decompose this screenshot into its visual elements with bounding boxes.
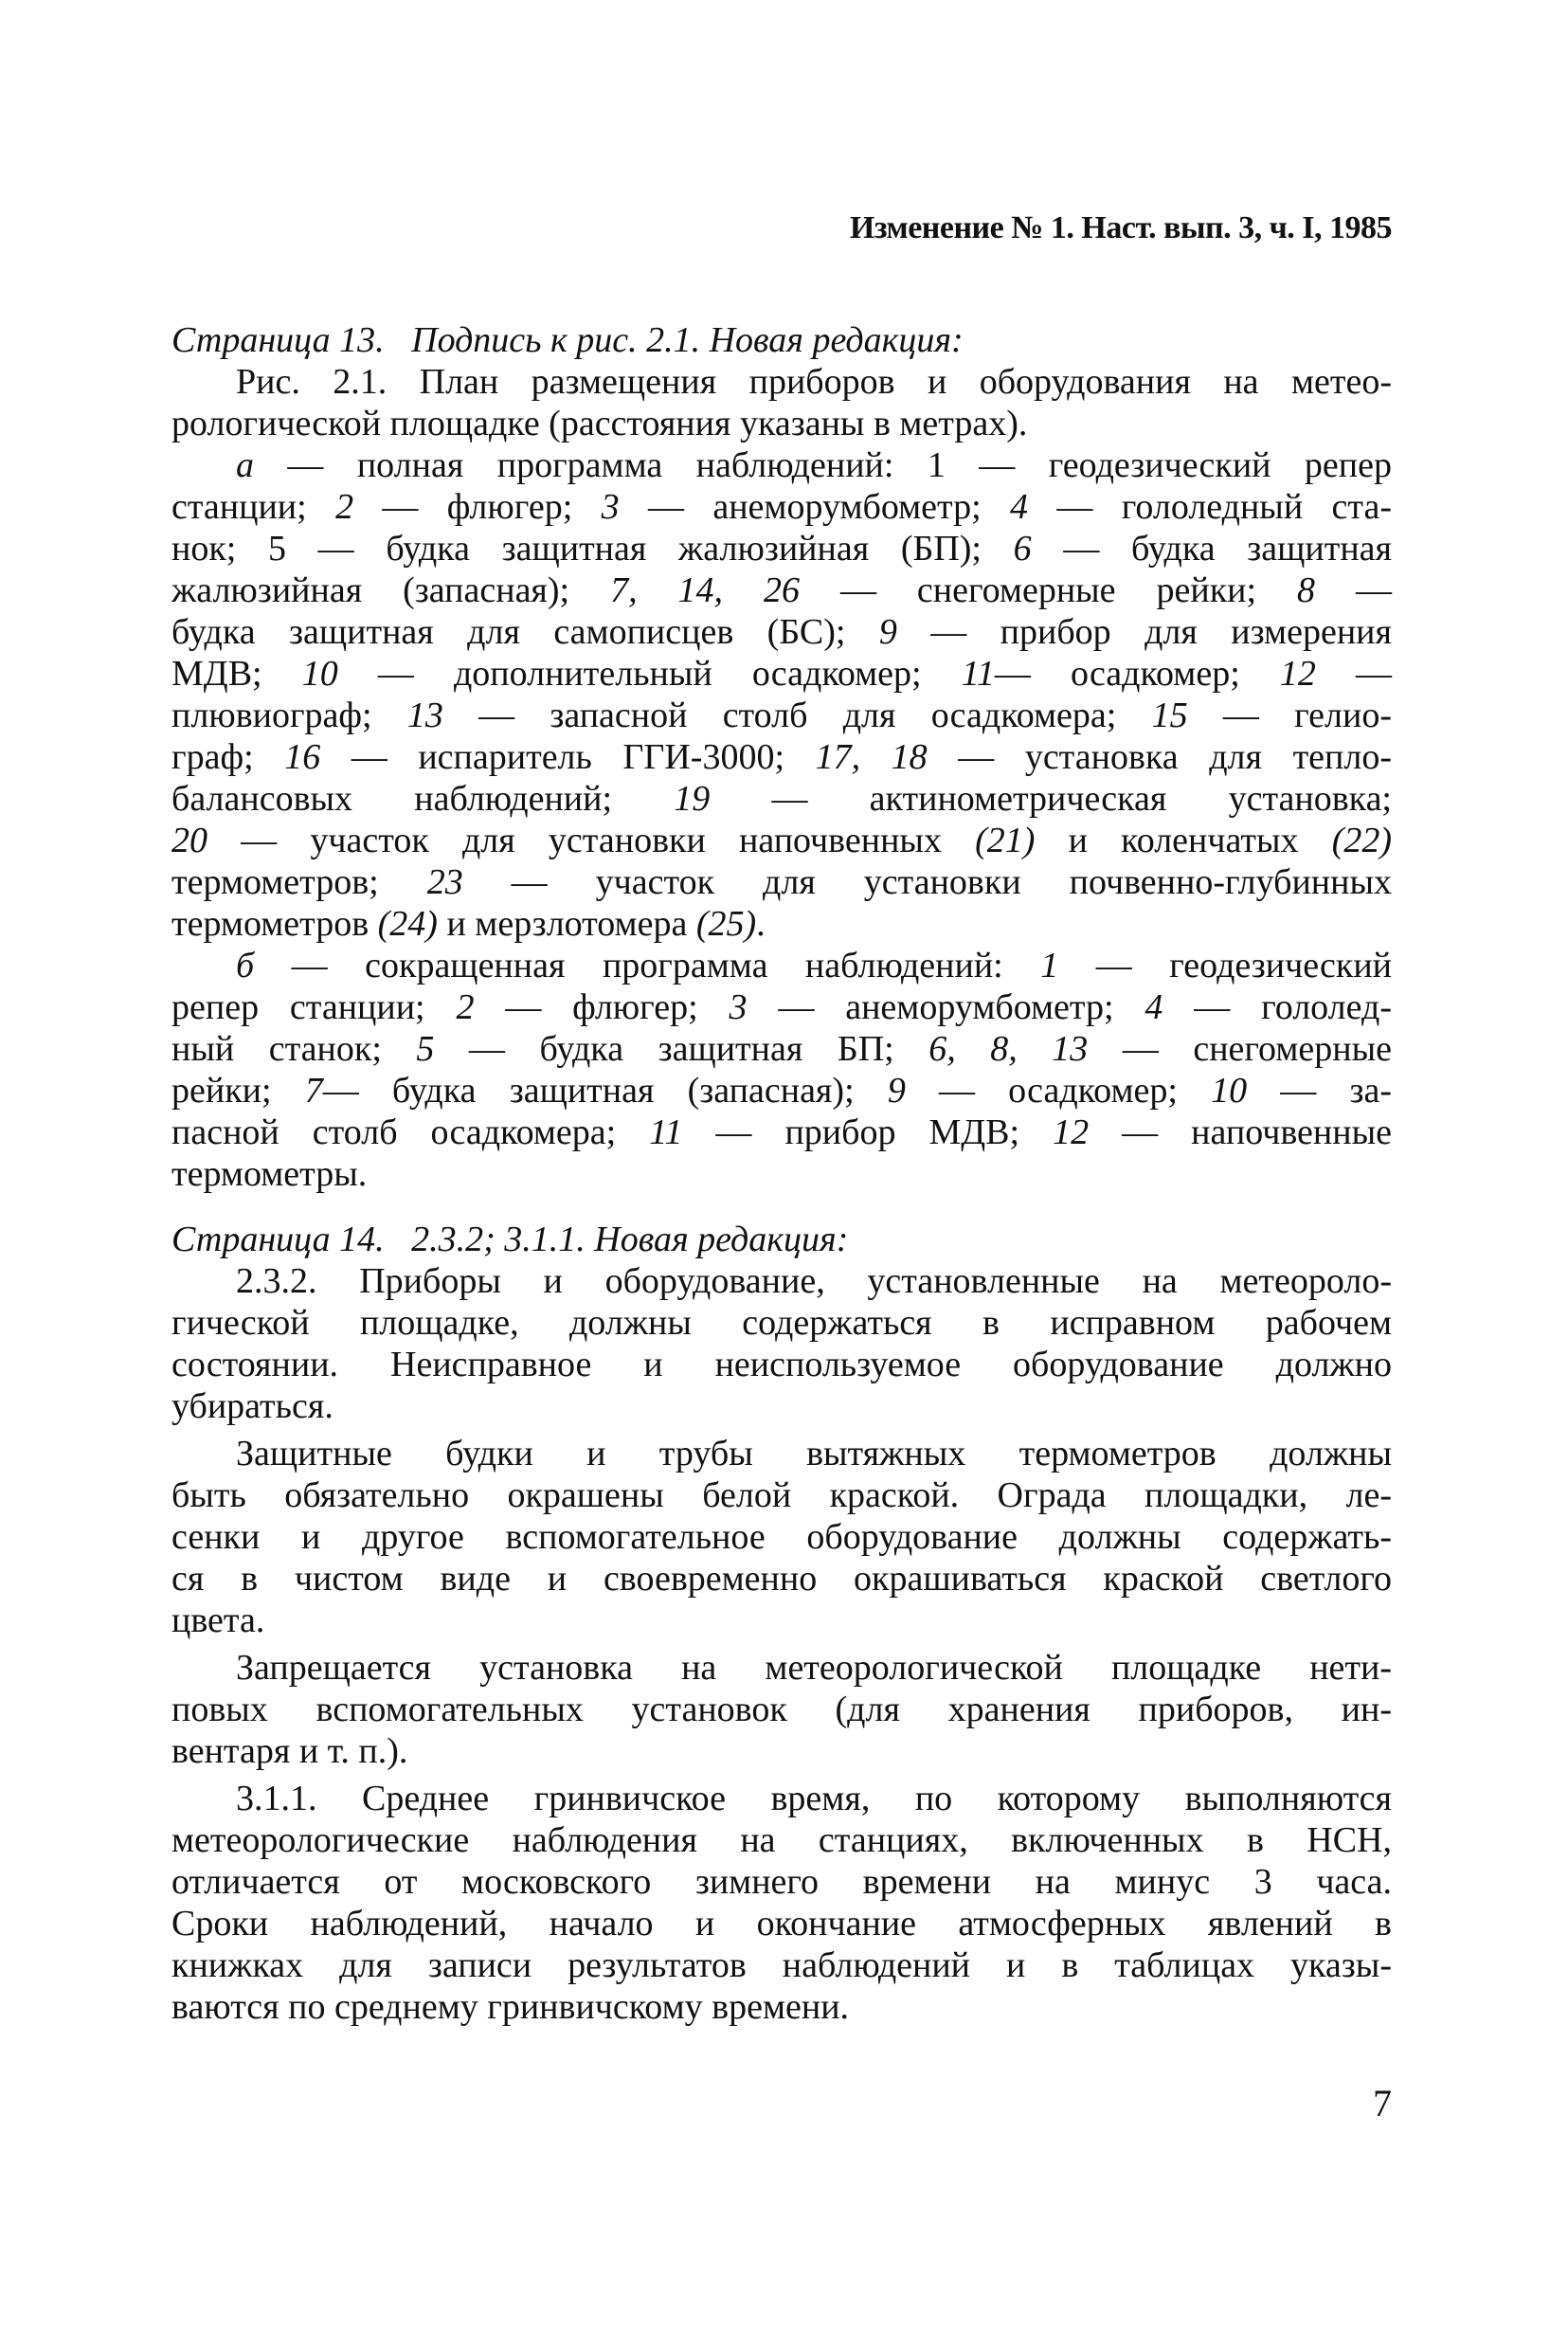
italic-reference: 5 (416, 1029, 435, 1069)
italic-reference: 1 (1040, 946, 1059, 985)
italic-reference: 12 (1279, 654, 1316, 694)
text-line (171, 1302, 1392, 1344)
text-line (171, 1903, 1392, 1944)
text-segment: — анеморумбометр; (619, 487, 1011, 527)
text-segment: термометры. (171, 1154, 368, 1194)
text-line (171, 403, 1392, 444)
text-line (171, 1028, 1392, 1070)
paragraph (171, 1647, 1392, 1772)
text-segment: повых вспомогательных установок (для хранения приборов, ин- (171, 1690, 1392, 1729)
text-line (171, 1819, 1392, 1861)
italic-reference: 3 (601, 487, 620, 527)
text-segment: — осадкомер; (905, 1071, 1212, 1111)
italic-reference: 20 (171, 821, 207, 860)
paragraph (171, 361, 1392, 444)
text-segment: — геодезический (1058, 946, 1393, 985)
text-segment: плювиограф; (171, 696, 407, 735)
text-segment: балансовых наблюдений; (171, 779, 675, 819)
text-line (171, 1070, 1392, 1112)
text-segment: — прибор МДВ; (682, 1112, 1054, 1152)
text-segment: — будка защитная (1031, 529, 1392, 569)
text-line (171, 569, 1392, 611)
text-segment: отличается от московского зимнего времени на минус 3 часа. (171, 1862, 1392, 1902)
text-segment: — будка защитная БП; (434, 1029, 929, 1069)
text-line (171, 528, 1392, 569)
text-line (171, 1153, 1392, 1195)
text-line (171, 736, 1392, 778)
text-segment: — (1315, 570, 1392, 610)
text-segment: репер станции; (171, 987, 457, 1027)
text-segment: пасной столб осадкомера; (171, 1112, 650, 1152)
text-line (171, 1986, 1392, 2028)
text-line (171, 1558, 1392, 1600)
italic-reference: 10 (1211, 1071, 1248, 1111)
italic-reference: 7, 14, 26 (610, 570, 800, 610)
text-segment: — полная программа наблюдений: 1 — геодезический репер (254, 445, 1392, 485)
text-line (171, 986, 1392, 1028)
text-segment: — гололед- (1162, 987, 1392, 1027)
section-page-14 (171, 1219, 1392, 2028)
paragraph (171, 1433, 1392, 1641)
paragraph (171, 945, 1392, 1195)
text-segment: — гелио- (1187, 696, 1392, 735)
text-segment: граф; (171, 737, 285, 777)
text-line (171, 945, 1392, 986)
text-line (171, 778, 1392, 820)
text-segment: книжках для записи результатов наблюдений и в таблицах указы- (171, 1945, 1392, 1985)
italic-reference: (21) (975, 821, 1036, 860)
italic-reference: (25) (695, 904, 757, 944)
text-segment: и мерзлотомера (437, 904, 696, 944)
text-line (171, 1344, 1392, 1385)
italic-reference: 11 (649, 1112, 683, 1152)
text-line (171, 695, 1392, 736)
text-segment: — дополнительный осадкомер; (337, 654, 962, 694)
text-line (171, 903, 1392, 945)
text-segment: жалюзийная (запасная); (171, 570, 611, 610)
text-segment: — напочвенные (1089, 1112, 1392, 1152)
section-heading: Страница 14. 2.3.2; 3.1.1. Новая редакция: (171, 1220, 849, 1259)
text-segment: Сроки наблюдений, начало и окончание атмосферных явлений в (171, 1904, 1392, 1943)
text-segment: МДВ; (171, 654, 302, 694)
text-line (171, 444, 1392, 486)
text-line (171, 820, 1392, 861)
section-heading: Страница 13. Подпись к рис. 2.1. Новая редакция: (171, 320, 964, 360)
text-segment: термометров (171, 904, 378, 944)
text-segment: — осадкомер; (994, 654, 1280, 694)
text-segment: состоянии. Неисправное и неиспользуемое оборудование должно (171, 1345, 1392, 1384)
italic-reference: а (236, 445, 254, 485)
italic-reference: 12 (1053, 1112, 1090, 1152)
italic-reference: 4 (1010, 487, 1029, 527)
italic-reference: 16 (284, 737, 321, 777)
text-segment: быть обязательно окрашены белой краской. Ограда площадки, ле- (171, 1475, 1392, 1515)
text-segment: рейки; (171, 1071, 305, 1111)
paragraph (171, 1778, 1392, 2028)
text-segment: 3.1.1. Среднее гринвичское время, по которому выполняются (236, 1779, 1392, 1818)
section-page-13 (171, 319, 1392, 1195)
text-segment: сенки и другое вспомогательное оборудование должны содержать- (171, 1517, 1392, 1557)
text-line (171, 1861, 1392, 1903)
italic-reference: 2 (456, 987, 475, 1027)
text-line (171, 653, 1392, 695)
italic-reference: 10 (301, 654, 338, 694)
text-line (171, 1433, 1392, 1474)
text-segment: . (756, 904, 766, 944)
text-line (171, 611, 1392, 653)
running-header: Изменение № 1. Наст. вып. 3, ч. I, 1985 (849, 210, 1392, 245)
text-segment: нок; 5 — будка защитная жалюзийная (БП); (171, 529, 1014, 569)
italic-reference: (24) (377, 904, 438, 944)
text-line (171, 1260, 1392, 1302)
text-segment: — анеморумбометр; (747, 987, 1145, 1027)
text-line (171, 1647, 1392, 1689)
paragraph (171, 1260, 1392, 1427)
text-segment: — флюгер; (353, 487, 602, 527)
text-segment: Защитные будки и трубы вытяжных термометров должны (236, 1434, 1392, 1473)
text-segment: — снегомерные (1088, 1029, 1392, 1069)
text-segment: — прибор для измерения (896, 612, 1392, 652)
text-segment: — участок для установки почвенно-глубинных (462, 862, 1392, 902)
text-segment: ный станок; (171, 1029, 417, 1069)
italic-reference: 7 (304, 1071, 323, 1111)
italic-reference: 13 (406, 696, 443, 735)
text-line (171, 1516, 1392, 1558)
italic-reference: 4 (1144, 987, 1163, 1027)
text-segment: ся в чистом виде и своевременно окрашиваться краской светлого (171, 1559, 1392, 1599)
text-segment: — снегомерные рейки; (800, 570, 1298, 610)
italic-reference: 8 (1297, 570, 1316, 610)
text-segment: Рис. 2.1. План размещения приборов и оборудования на метео- (236, 362, 1392, 402)
italic-reference: б (236, 946, 255, 985)
italic-reference: 19 (674, 779, 711, 819)
text-segment: метеорологические наблюдения на станциях, включенных в НСН, (171, 1820, 1392, 1860)
paragraph (171, 444, 1392, 945)
text-segment: — актинометрическая установка; (710, 779, 1392, 819)
text-segment: станции; (171, 487, 336, 527)
page-number: 7 (1373, 2082, 1392, 2124)
italic-reference: 23 (426, 862, 463, 902)
text-segment: — будка защитная (запасная); (322, 1071, 888, 1111)
text-segment: рологической площадке (расстояния указаны в метрах). (171, 404, 1028, 443)
text-line (171, 1944, 1392, 1986)
italic-reference: 15 (1151, 696, 1188, 735)
text-segment: — установка для тепло- (927, 737, 1392, 777)
text-segment: термометров; (171, 862, 427, 902)
italic-reference: 6, 8, 13 (928, 1029, 1089, 1069)
italic-reference: 2 (335, 487, 354, 527)
text-segment: — за- (1247, 1071, 1392, 1111)
text-line (171, 1600, 1392, 1641)
text-segment: — участок для установки напочвенных (207, 821, 976, 860)
text-line (171, 486, 1392, 528)
text-segment: — испаритель ГГИ-3000; (320, 737, 816, 777)
text-line (171, 1730, 1392, 1772)
text-segment: будка защитная для самописцев (БС); (171, 612, 879, 652)
italic-reference: 9 (887, 1071, 906, 1111)
text-line (171, 1778, 1392, 1819)
text-segment: — флюгер; (474, 987, 730, 1027)
text-line (171, 361, 1392, 403)
text-segment: убираться. (171, 1386, 333, 1426)
italic-reference: 17, 18 (815, 737, 928, 777)
italic-reference: 11 (961, 654, 995, 694)
text-segment: — гололедный ста- (1028, 487, 1392, 527)
text-segment: — сокращенная программа наблюдений: (254, 946, 1041, 985)
text-segment: ваются по среднему гринвичскому времени. (171, 1987, 850, 2027)
italic-reference: (22) (1331, 821, 1392, 860)
italic-reference: 9 (878, 612, 897, 652)
text-segment: цвета. (171, 1600, 265, 1640)
text-segment: 2.3.2. Приборы и оборудование, установленные на метеороло- (236, 1261, 1392, 1301)
text-line (171, 861, 1392, 903)
text-segment: вентаря и т. п.). (171, 1731, 408, 1771)
text-line (171, 1385, 1392, 1427)
text-line (171, 1474, 1392, 1516)
text-segment: — (1315, 654, 1393, 694)
italic-reference: 3 (729, 987, 748, 1027)
text-segment: гической площадке, должны содержаться в исправном рабочем (171, 1303, 1392, 1343)
text-segment: — запасной столб для осадкомера; (442, 696, 1152, 735)
text-segment: Запрещается установка на метеорологической площадке нети- (236, 1648, 1392, 1688)
italic-reference: 6 (1013, 529, 1032, 569)
text-line (171, 1112, 1392, 1153)
text-line (171, 1689, 1392, 1730)
text-segment: и коленчатых (1035, 821, 1332, 860)
